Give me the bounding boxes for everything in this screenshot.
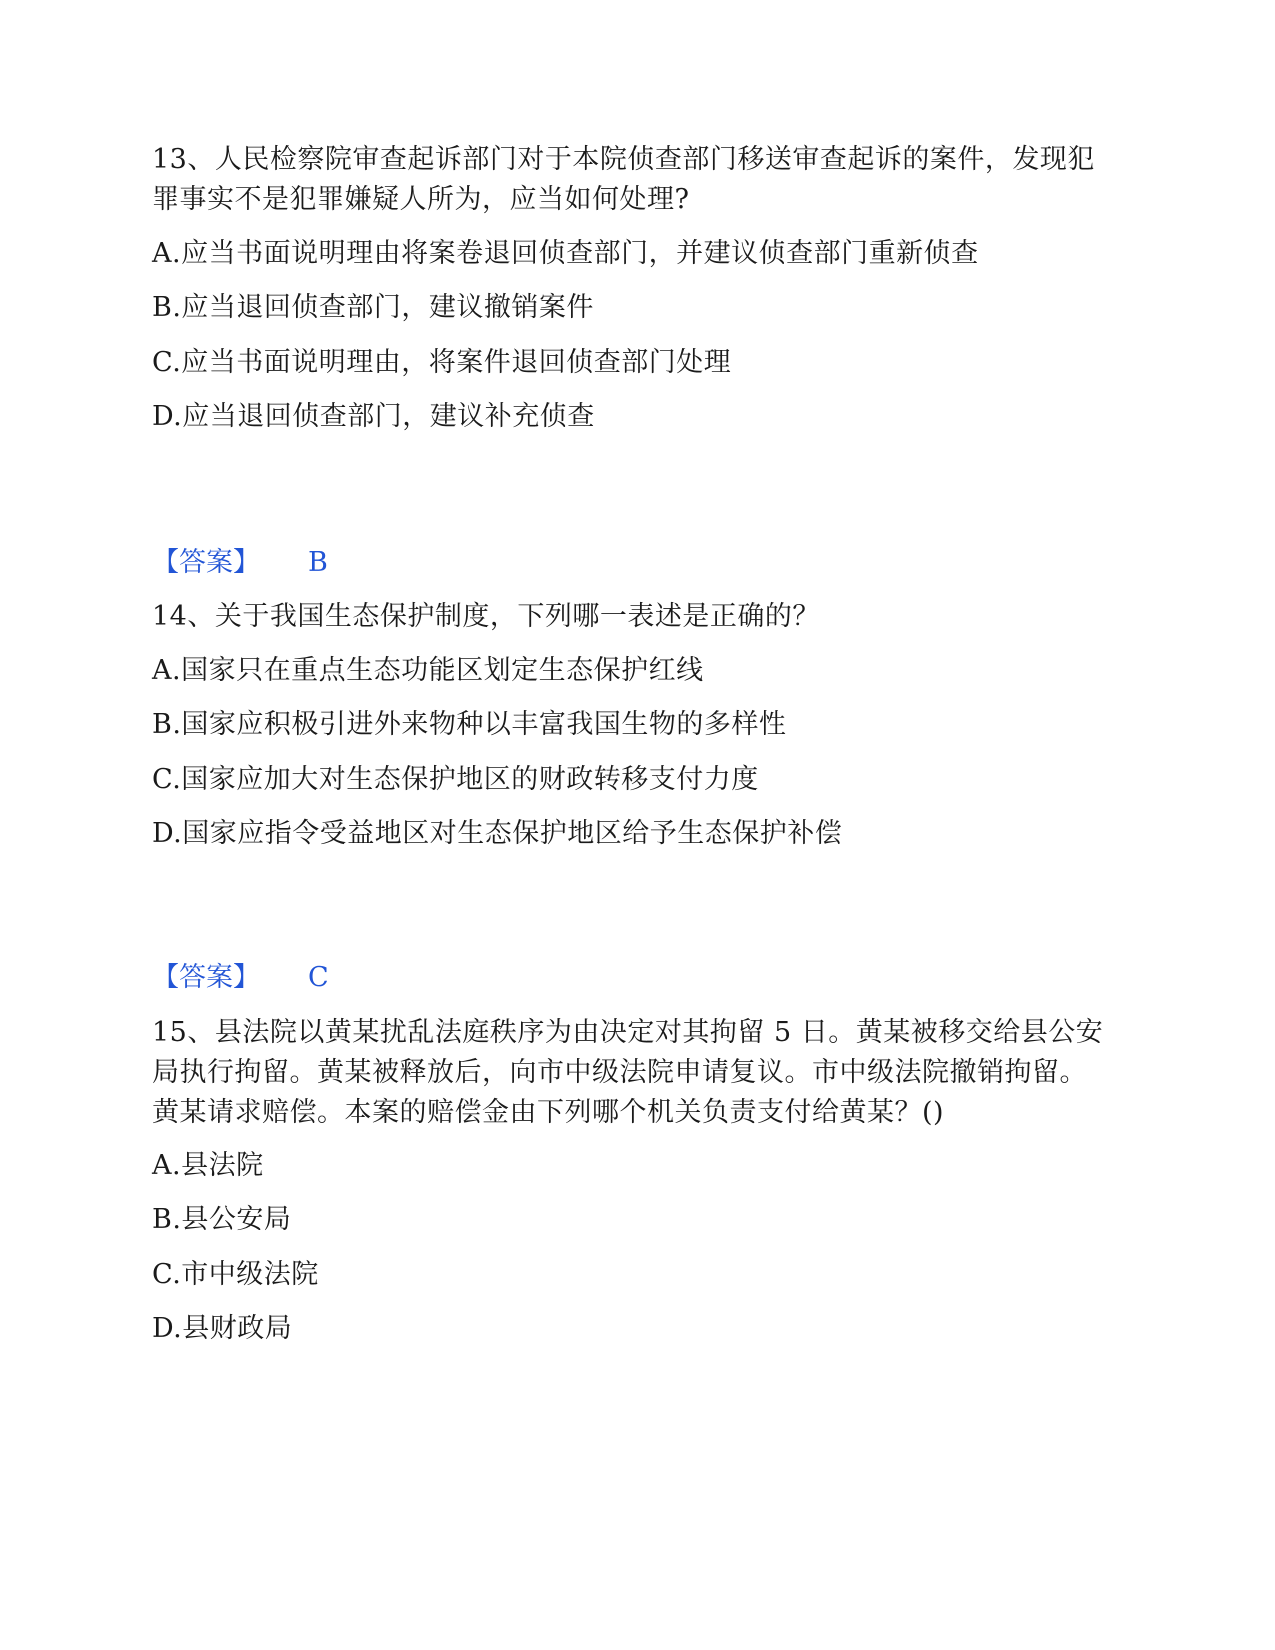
question-14-stem: 14、关于我国生态保护制度，下列哪一表述是正确的？: [152, 601, 820, 632]
question-15: [152, 1013, 1112, 1133]
question-14-option-a: [152, 651, 1112, 691]
option-text: B.国家应积极引进外来物种以丰富我国生物的多样性: [152, 709, 787, 740]
question-14-option-b: [152, 705, 1112, 745]
option-text: B.县公安局: [152, 1204, 292, 1235]
answer-14: [152, 958, 1112, 998]
question-14: [152, 597, 1112, 637]
option-text: D.县财政局: [152, 1313, 293, 1344]
option-text: D.国家应指令受益地区对生态保护地区给予生态保护补偿: [152, 818, 843, 849]
answer-value: B: [308, 547, 328, 578]
option-text: C.应当书面说明理由，将案件退回侦查部门处理: [152, 347, 732, 378]
question-15-option-c: [152, 1255, 1112, 1295]
question-13-stem: 13、人民检察院审查起诉部门对于本院侦查部门移送审查起诉的案件，发现犯罪事实不是犯罪嫌疑人所为，应当如何处理?: [152, 144, 1095, 215]
question-13-option-c: [152, 343, 1112, 383]
answer-value: C: [308, 962, 329, 993]
question-15-option-d: [152, 1309, 1112, 1349]
question-13: [152, 140, 1112, 220]
answer-label: 【答案】: [152, 547, 260, 578]
answer-13: [152, 543, 1112, 583]
option-text: D.应当退回侦查部门，建议补充侦查: [152, 401, 595, 432]
question-13-option-b: [152, 288, 1112, 328]
question-15-option-b: [152, 1200, 1112, 1240]
option-text: A.县法院: [152, 1150, 264, 1181]
option-text: C.市中级法院: [152, 1259, 319, 1290]
option-text: C.国家应加大对生态保护地区的财政转移支付力度: [152, 764, 759, 795]
answer-label: 【答案】: [152, 962, 260, 993]
question-14-option-d: [152, 814, 1112, 854]
question-15-stem: 15、县法院以黄某扰乱法庭秩序为由决定对其拘留 5 日。黄某被移交给县公安局执行拘留。黄某被释放后，向市中级法院申请复议。市中级法院撤销拘留。黄某请求赔偿。本案的赔偿金由下列哪个机关负责支付给黄某？(): [152, 1017, 1104, 1128]
option-text: B.应当退回侦查部门，建议撤销案件: [152, 292, 594, 323]
option-text: A.应当书面说明理由将案卷退回侦查部门，并建议侦查部门重新侦查: [152, 238, 979, 269]
question-14-option-c: [152, 760, 1112, 800]
question-13-option-a: [152, 234, 1112, 274]
question-15-option-a: [152, 1146, 1112, 1186]
question-13-option-d: [152, 397, 1112, 437]
option-text: A.国家只在重点生态功能区划定生态保护红线: [152, 655, 704, 686]
